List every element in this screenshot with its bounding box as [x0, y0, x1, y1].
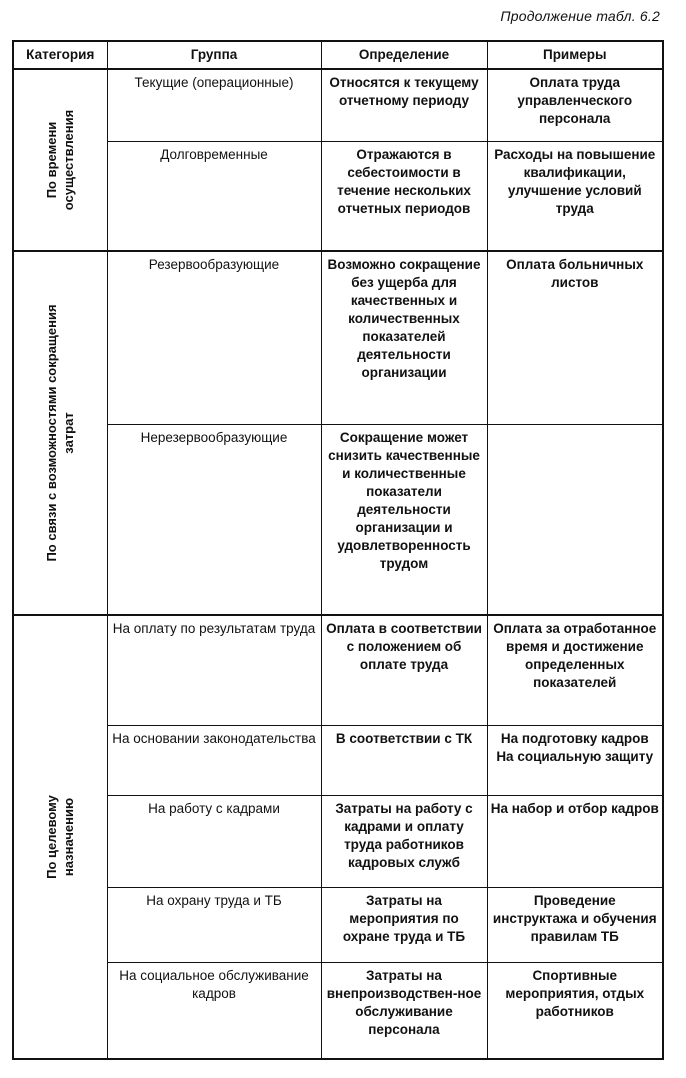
cost-classification-table	[12, 40, 664, 1060]
definition-cell: Относятся к текущему отчетному периоду	[321, 69, 487, 141]
group-cell: Нерезервообразующие	[107, 425, 321, 615]
table-caption: Продолжение табл. 6.2	[500, 8, 660, 24]
example-cell: На подготовку кадров На социальную защиту	[487, 725, 663, 795]
group-cell: На основании законодательства	[107, 725, 321, 795]
example-cell: Оплата за отработанное время и достижение определенных показателей	[487, 615, 663, 725]
example-cell: На набор и отбор кадров	[487, 795, 663, 887]
definition-cell: Отражаются в себестоимости в течение нескольких отчетных периодов	[321, 141, 487, 251]
table-row	[13, 251, 663, 424]
category-cell	[13, 615, 107, 1059]
header-group: Группа	[107, 41, 321, 69]
definition-cell: В соответствии с ТК	[321, 725, 487, 795]
example-cell	[487, 425, 663, 615]
example-cell: Спортивные мероприятия, отдых работников	[487, 963, 663, 1059]
example-cell: Проведение инструктажа и обучения правилам ТБ	[487, 888, 663, 963]
header-definition: Определение	[321, 41, 487, 69]
group-cell: На охрану труда и ТБ	[107, 888, 321, 963]
category-label: По связи с возможностями сокращения затрат	[44, 304, 77, 562]
definition-cell: Сокращение может снизить качественные и количественные показатели деятельности организации и удовлетворенность трудом	[321, 425, 487, 615]
group-cell: На оплату по результатам труда	[107, 615, 321, 725]
header-category: Категория	[13, 41, 107, 69]
definition-cell: Затраты на работу с кадрами и оплату труда работников кадровых служб	[321, 795, 487, 887]
definition-cell: Возможно сокращение без ущерба для качественных и количественных показателей деятельности организации	[321, 251, 487, 424]
definition-cell: Затраты на мероприятия по охране труда и ТБ	[321, 888, 487, 963]
example-cell: Оплата труда управленческого персонала	[487, 69, 663, 141]
header-row	[13, 41, 663, 69]
table-row	[13, 725, 663, 795]
group-cell: Долговременные	[107, 141, 321, 251]
example-cell: Расходы на повышение квалификации, улучшение условий труда	[487, 141, 663, 251]
table-row	[13, 963, 663, 1059]
table-row	[13, 615, 663, 725]
example-cell: Оплата больничных листов	[487, 251, 663, 424]
group-cell: На работу с кадрами	[107, 795, 321, 887]
table-row	[13, 69, 663, 141]
definition-cell: Оплата в соответствии с положением об оплате труда	[321, 615, 487, 725]
group-cell: Резервообразующие	[107, 251, 321, 424]
category-cell	[13, 69, 107, 251]
category-label: По целевому назначению	[44, 795, 77, 879]
group-cell: На социальное обслуживание кадров	[107, 963, 321, 1059]
table-row	[13, 888, 663, 963]
category-cell	[13, 251, 107, 615]
header-examples: Примеры	[487, 41, 663, 69]
definition-cell: Затраты на внепроизводствен-ное обслуживание персонала	[321, 963, 487, 1059]
group-cell: Текущие (операционные)	[107, 69, 321, 141]
table-row	[13, 425, 663, 615]
category-label: По времени осуществления	[44, 109, 77, 211]
table-row	[13, 141, 663, 251]
table-row	[13, 795, 663, 887]
